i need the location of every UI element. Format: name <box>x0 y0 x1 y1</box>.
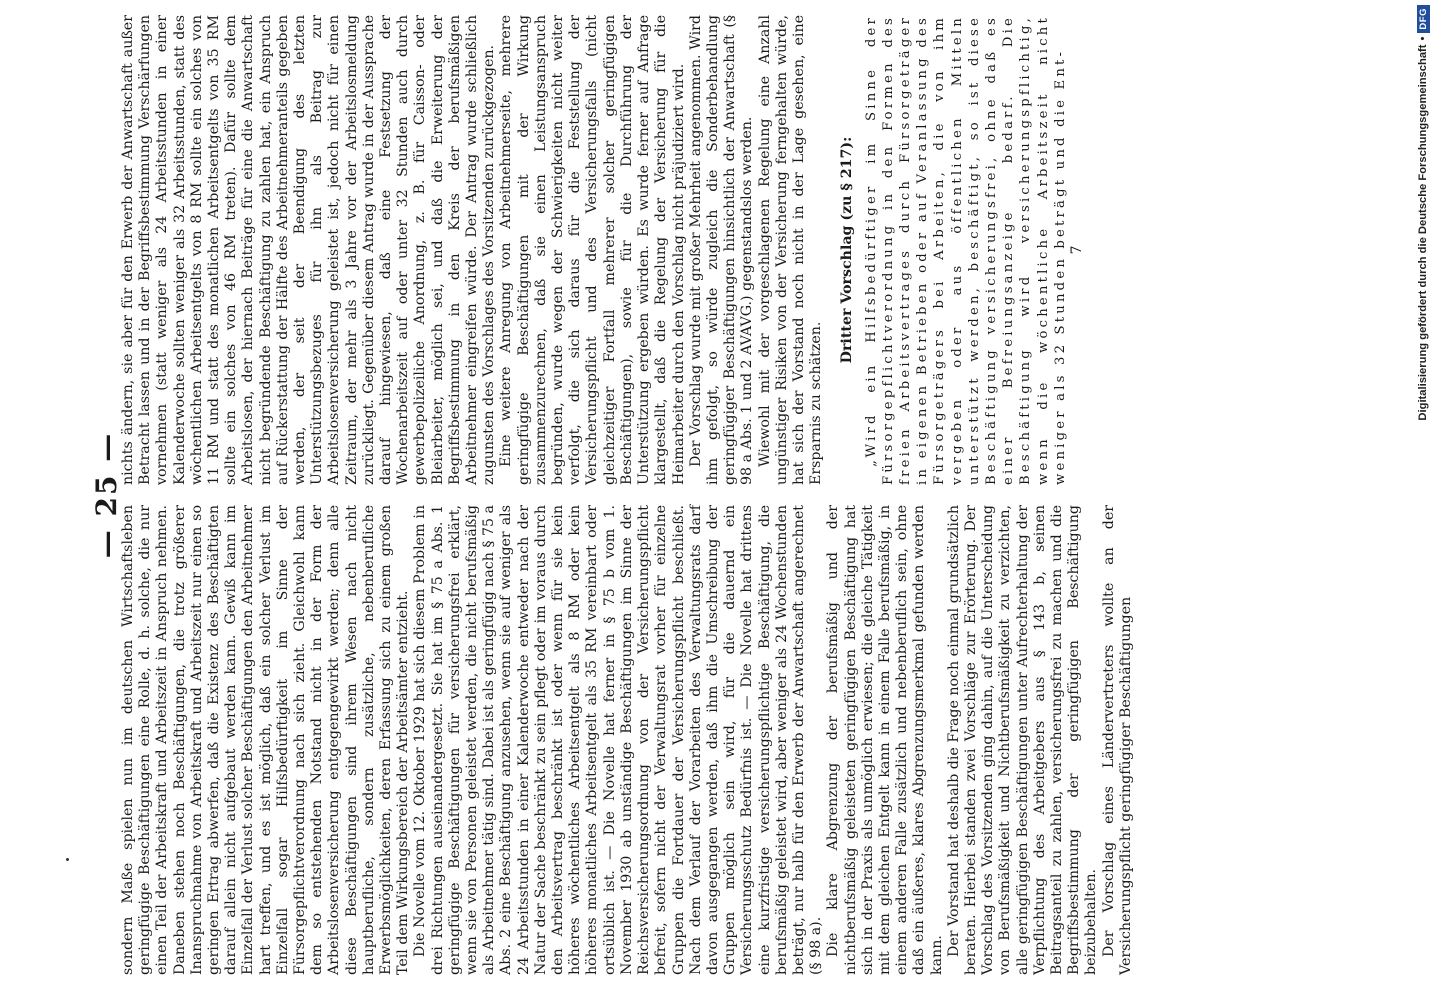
paragraph: Die Novelle vom 12. Oktober 1929 hat sich diesem Problem in drei Richtungen auseinandergesetzt. Sie hat im § 75 a Abs. 1 geringfügige Beschäftigungen für versicherungsfrei erklärt, wenn sie von Personen geleistet werden, die nicht berufsmäßig als Arbeitnehmer tätig sind. Dabei ist als geringfügig nach § 75 a Abs. 2 eine Beschäftigung anzusehen, wenn sie auf weniger als 24 Arbeitsstunden in einer Kalenderwoche entweder nach der Natur der Sache beschränkt zu sein pflegt oder im voraus durch den Arbeitsvertrag beschränkt ist oder wenn für sie kein höheres wöchentliches Arbeitsentgelt als 8 RM oder kein höheres monatliches Arbeitsentgelt als 35 RM vereinbart oder ortsüblich ist. — Die Novelle hat ferner in § 75 b vom 1. November 1930 ab unständige Beschäftigungen im Sinne der Reichsversicherungsordnung von der Versicherungspflicht befreit, sofern nicht der Verwaltungsrat vorher für einzelne Gruppen die Fortdauer der Versicherungspflicht beschließt. Nach dem Verlauf der Vorarbeiten des Verwaltungsrats darf davon ausgegangen werden, daß ihm die Umschreibung der Gruppen möglich sein wird, für die dauernd ein Versicherungsschutz Bedürfnis ist. — Die Novelle hat drittens eine kurzfristige versicherungspflichtige Beschäftigung, die berufsmäßig geleistet wird, aber weniger als 24 Wochenstunden beträgt, nur halb für den Erwerb der Anwartschaft angerechnet (§ 98 a). <box>412 505 825 975</box>
left-column <box>120 505 1135 975</box>
right-column <box>120 15 1086 485</box>
proposal-text: „Wird ein Hilfsbedürftiger im Sinne der Fürsorgepflichtverordnung in den Formen des freien Arbeitsvertrages durch Fürsorgeträger in eigenen Betrieben oder auf Veranlassung des Fürsorgeträgers bei Arbeiten, die von ihm vergeben oder aus öffentlichen Mitteln unterstützt werden, beschäftigt, so ist diese Beschäftigung versicherungsfrei, ohne daß es einer Befreiungsanzeige bedarf. Die Beschäftigung wird versicherungspflichtig, wenn die wöchentliche Arbeitszeit nicht weniger als 32 Stunden beträgt und die Ent- <box>863 15 1068 485</box>
text-columns <box>120 15 1330 975</box>
section-title: Dritter Vorschlag (zu § 217): <box>839 136 856 364</box>
paragraph: sondern Maße spielen nun im deutschen Wirtschaftsleben geringfügige Beschäftigungen eine Rolle, d. h. solche, die nur einen Teil der Arbeitskraft und Arbeitszeit in Anspruch nehmen. Daneben stehen noch Beschäftigungen, die trotz größerer Inanspruchnahme von Arbeitskraft und Arbeitszeit nur einen so geringen Ertrag abwerfen, daß die Existenz des Beschäftigten darauf allein nicht aufgebaut werden kann. Gewiß kann im Einzelfall der Verlust solcher Beschäftigungen den Arbeitnehmer hart treffen, und es ist möglich, daß ein solcher Verlust im Einzelfall sogar Hilfsbedürftigkeit im Sinne der Fürsorgepflichtverordnung nach sich zieht. Gleichwohl kann dem so entstehenden Notstand nicht in der Form der Arbeitslosenversicherung entgegengewirkt werden; denn alle diese Beschäftigungen sind ihrem Wesen nach nicht hauptberufliche, sondern zusätzliche, nebenberufliche Erwerbsmöglichkeiten, deren Erfassung sich zu einem großen Teil dem Wirkungsbereich der Arbeitsämter entzieht. <box>120 505 412 975</box>
caption-text: Digitalisierung gefördert durch die Deutsche Forschungsgemeinschaft <box>1417 44 1429 421</box>
document-page <box>90 15 1330 975</box>
paragraph: Der Vorschlag wurde mit großer Mehrheit angenommen. Wird ihm gefolgt, so würde zugleich die Sonderbehandlung geringfügiger Beschäftigungen hinsichtlich der Anwartschaft (§ 98 a Abs. 1 und 2 AVAVG.) gegenstandslos werden. <box>687 15 756 485</box>
paragraph: Die klare Abgrenzung der berufsmäßig und der nichtberufsmäßig geleisteten geringfügigen Beschäftigung hat sich in der Praxis als unmöglich erwiesen; die gleiche Tätigkeit mit dem gleichen Entgelt kann in einem Falle berufsmäßig, in einem anderen Falle zusätzlich und nebenberuflich sein, ohne daß ein äußeres, klares Abgrenzungsmerkmal gefunden werden kann. <box>825 505 945 975</box>
paragraph: Eine weitere Anregung von Arbeitnehmerseite, mehrere geringfügige Beschäftigungen mit der Wirkung zusammenzurechnen, daß sie einen Leistungsanspruch begründen, wurde wegen der Schwierigkeiten nicht weiter verfolgt, die sich daraus für die Feststellung der Versicherungspflicht und des Versicherungsfalls (nicht gleichzeitiger Fortfall mehrerer solcher geringfügigen Beschäftigungen), sowie für die Durchführung der Unterstützung ergeben würden. Es wurde ferner auf Anfrage klargestellt, daß die Regelung der Versicherung für die Heimarbeiter durch den Vorschlag nicht präjudiziert wird. <box>498 15 687 485</box>
page-number: — 25 — <box>90 431 123 559</box>
paragraph: Der Vorschlag eines Ländervertreters wollte an der Versicherungspflicht geringfügiger Beschäftigungen <box>1100 505 1134 975</box>
dfg-logo: DFG <box>1417 5 1430 33</box>
paragraph: Wiewohl mit der vorgeschlagenen Regelung eine Anzahl ungünstiger Risiken von der Versicherung ferngehalten würde, hat sich der Vorstand noch nicht in der Lage gesehen, eine Ersparnis zu schätzen. <box>756 15 825 485</box>
paragraph: nichts ändern, sie aber für den Erwerb der Anwartschaft außer Betracht lassen und in der Begriffsbestimmung Verschärfungen vornehmen (statt weniger als 24 Arbeitsstunden in einer Kalenderwoche sollten weniger als 32 Arbeitsstunden, statt des wöchentlichen Arbeitsentgelts von 8 RM sollte ein solches von 11 RM und statt des monatlichen Arbeitsentgelts von 35 RM sollte ein solches von 46 RM treten). Dafür sollte dem Arbeitslosen, der hiernach Beiträge für eine die Anwartschaft nicht begründende Beschäftigung zu zahlen hat, ein Anspruch auf Rückerstattung der Hälfte des Arbeitnehmeranteils gegeben werden, der seit der Beendigung des letzten Unterstützungsbezuges für ihn als Beitrag zur Arbeitslosenversicherung geleistet ist, jedoch nicht für einen Zeitraum, der mehr als 3 Jahre vor der Arbeitslosmeldung zurückliegt. Gegenüber diesem Antrag wurde in der Aussprache darauf hingewiesen, daß eine Festsetzung der Wochenarbeitszeit auf oder unter 32 Stunden auch durch gewerbepolizeiliche Anordnung, z. B. für Caisson- oder Bleiarbeiter, möglich sei, und daß die Erweiterung der Begriffsbestimmung in den Kreis der berufsmäßigen Arbeitnehmer eingreifen würde. Der Antrag wurde schließlich zugunsten des Vorschlages des Vorsitzenden zurückgezogen. <box>120 15 498 485</box>
caption-separator: • <box>1417 36 1429 41</box>
footer-page-number: 7 <box>1068 245 1085 255</box>
paragraph: Der Vorstand hat deshalb die Frage noch einmal grundsätzlich beraten. Hierbei standen zwei Vorschläge zur Erörterung. Der Vorschlag des Vorsitzenden ging dahin, auf die Unterscheidung von Berufsmäßigkeit und Nichtberufsmäßigkeit zu verzichten, alle geringfügigen Beschäftigungen unter Aufrechterhaltung der Verpflichtung des Arbeitgebers aus § 143 b, seinen Beitragsanteil zu zahlen, versicherungsfrei zu machen und die Begriffsbestimmung der geringfügigen Beschäftigung beizubehalten. <box>945 505 1100 975</box>
digitization-caption <box>1413 5 1433 995</box>
speck-mark <box>66 858 69 861</box>
